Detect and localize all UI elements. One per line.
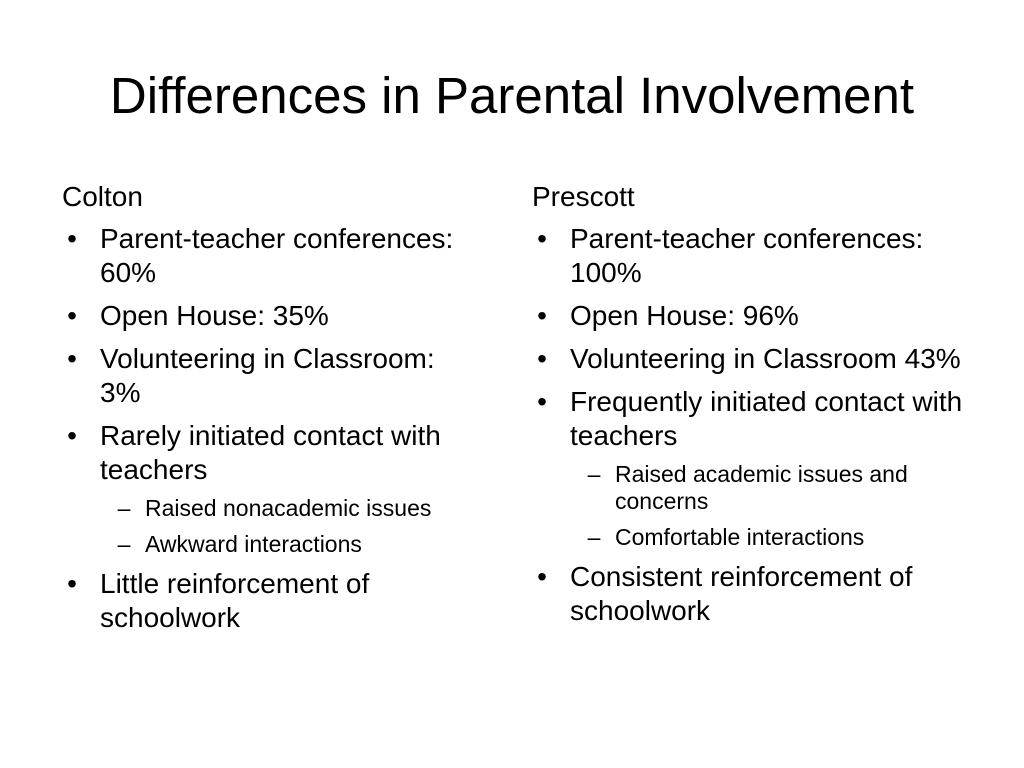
list-item	[532, 299, 972, 333]
sub-list-item	[570, 524, 972, 551]
sub-list-item	[570, 461, 972, 515]
slide-title: Differences in Parental Involvement	[109, 67, 915, 124]
dash-icon: –	[587, 461, 601, 487]
list-item	[62, 222, 482, 290]
sub-list-item-text: Raised academic issues and concerns	[615, 461, 908, 514]
list-item	[62, 342, 482, 410]
bullet-icon: •	[67, 343, 77, 374]
list-item-text: Open House: 96%	[570, 300, 799, 331]
list-item	[532, 222, 972, 290]
bullet-icon: •	[537, 386, 547, 417]
list-item-text: Volunteering in Classroom 43%	[570, 343, 961, 374]
left-column-heading: Colton	[62, 181, 143, 212]
right-column	[532, 180, 972, 637]
bullet-icon: •	[67, 300, 77, 331]
bullet-icon: •	[537, 300, 547, 331]
list-item	[532, 560, 972, 628]
list-item	[532, 385, 972, 551]
list-item-text: Open House: 35%	[100, 300, 329, 331]
list-item	[62, 419, 482, 558]
sub-list-item-text: Comfortable interactions	[615, 524, 865, 550]
right-sub-list	[570, 461, 972, 551]
bullet-icon: •	[67, 568, 77, 599]
dash-icon: –	[117, 531, 131, 557]
sub-list-item-text: Raised nonacademic issues	[145, 495, 432, 521]
right-bullet-list	[532, 222, 972, 628]
sub-list-item	[100, 531, 482, 558]
bullet-icon: •	[537, 223, 547, 254]
bullet-icon: •	[537, 561, 547, 592]
bullet-icon: •	[537, 343, 547, 374]
list-item-text: Little reinforcement of schoolwork	[100, 568, 370, 633]
sub-list-item	[100, 495, 482, 522]
list-item	[62, 299, 482, 333]
list-item-text: Frequently initiated contact with teachers	[570, 386, 963, 451]
right-column-heading: Prescott	[532, 181, 635, 212]
bullet-icon: •	[67, 420, 77, 451]
list-item-text: Parent-teacher conferences: 100%	[570, 223, 924, 288]
list-item-text: Consistent reinforcement of schoolwork	[570, 561, 913, 626]
dash-icon: –	[587, 524, 601, 550]
list-item-text: Parent-teacher conferences: 60%	[100, 223, 454, 288]
bullet-icon: •	[67, 223, 77, 254]
list-item-text: Rarely initiated contact with teachers	[100, 420, 441, 485]
list-item	[62, 567, 482, 635]
dash-icon: –	[117, 495, 131, 521]
left-column	[62, 180, 482, 644]
left-sub-list	[100, 495, 482, 558]
list-item-text: Volunteering in Classroom: 3%	[100, 343, 435, 408]
left-bullet-list	[62, 222, 482, 635]
list-item	[532, 342, 972, 376]
sub-list-item-text: Awkward interactions	[145, 531, 362, 557]
